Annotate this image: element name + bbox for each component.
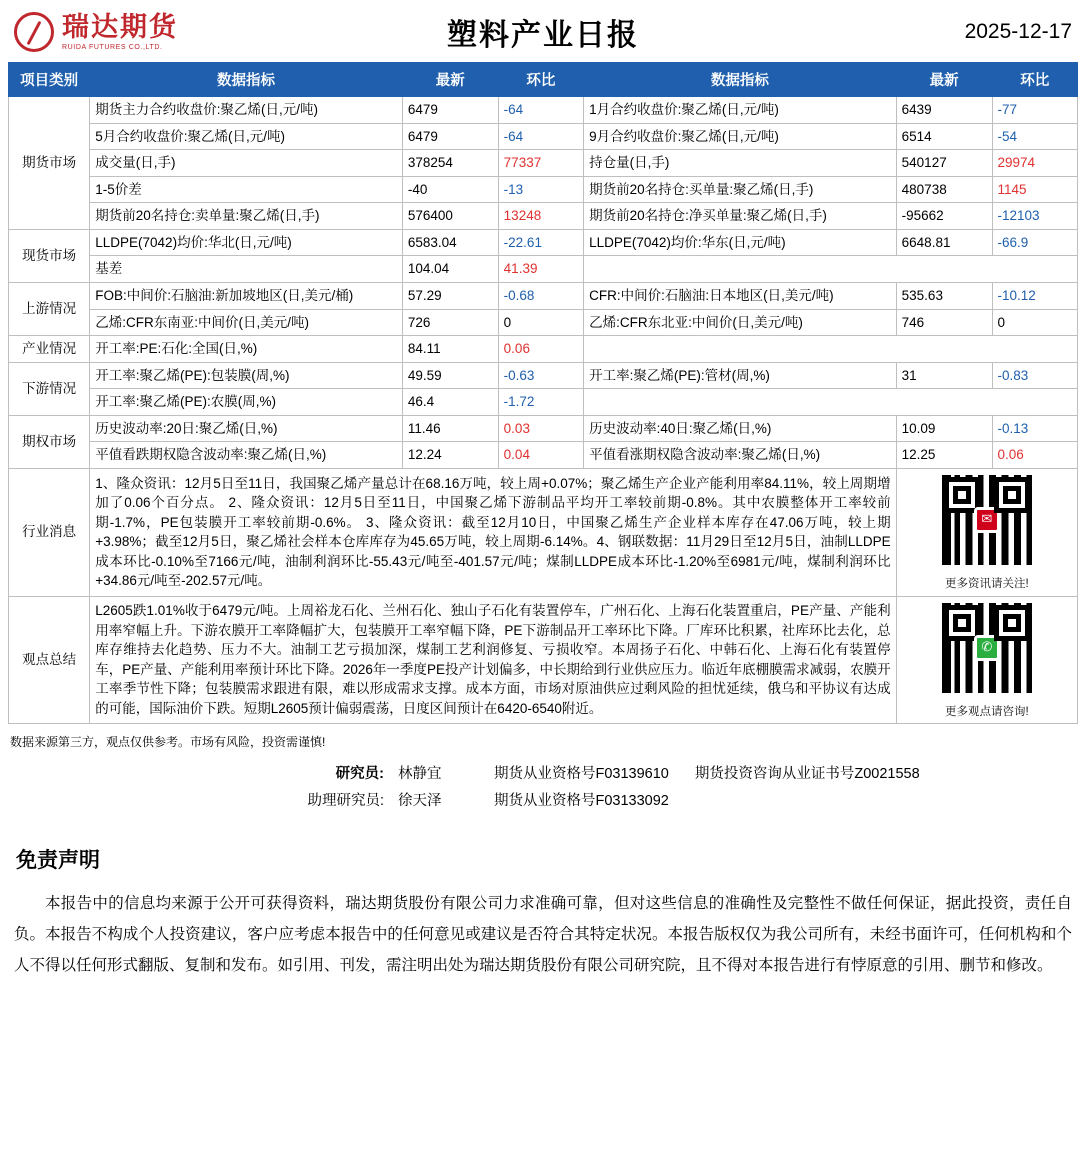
value: 49.59 <box>402 362 498 389</box>
news-qr-caption: 更多资讯请关注! <box>944 577 1029 590</box>
indicator: 乙烯:CFR东南亚:中间价(日,美元/吨) <box>90 309 403 336</box>
indicator: LLDPE(7042)均价:华东(日,元/吨) <box>584 229 897 256</box>
change: 0.03 <box>498 415 583 442</box>
disclaimer-paragraph: 本报告中的信息均来源于公开可获得资料，瑞达期货股份有限公司力求准确可靠，但对这些信息的准确性及完整性不做任何保证，据此投资，责任自负。本报告不构成个人投资建议，客户应考虑本报告中的任何意见或建议是否符合其特定状况。本报告版权仅为我公司所有，未经书面许可，任何机构和个人不得以任何形式翻版、复制和发布。如引用、刊发，需注明出处为瑞达期货股份有限公司研究院，且不得对本报告进行有悖原意的引用、删节和修改。 <box>14 895 1072 975</box>
empty-cell <box>584 256 1078 283</box>
indicator: 基差 <box>90 256 403 283</box>
change: -77 <box>992 97 1078 124</box>
report-date: 2025-12-17 <box>964 20 1072 43</box>
table-row <box>9 442 1078 469</box>
table-row <box>9 176 1078 203</box>
change: 0.04 <box>498 442 583 469</box>
category-upstream: 上游情况 <box>9 282 90 335</box>
value: 12.25 <box>896 442 992 469</box>
qr-code-contact[interactable] <box>939 600 1035 696</box>
indicator: 期货主力合约收盘价:聚乙烯(日,元/吨) <box>90 97 403 124</box>
indicator: 期货前20名持仓:买单量:聚乙烯(日,手) <box>584 176 897 203</box>
indicator: 1月合约收盘价:聚乙烯(日,元/吨) <box>584 97 897 124</box>
value: 11.46 <box>402 415 498 442</box>
indicator: 开工率:PE:石化:全国(日,%) <box>90 336 403 363</box>
researcher-label: 研究员: <box>335 766 384 783</box>
change: 0 <box>992 309 1078 336</box>
value: 6479 <box>402 97 498 124</box>
indicator: 历史波动率:40日:聚乙烯(日,%) <box>584 415 897 442</box>
change: -10.12 <box>992 282 1078 309</box>
table-row <box>9 203 1078 230</box>
change: 0 <box>498 309 583 336</box>
value: 84.11 <box>402 336 498 363</box>
value: 480738 <box>896 176 992 203</box>
indicator: 开工率:聚乙烯(PE):农膜(周,%) <box>90 389 403 416</box>
value: 46.4 <box>402 389 498 416</box>
change: 1145 <box>992 176 1078 203</box>
header-latest-right: 最新 <box>896 63 992 97</box>
brand-name-cn: 瑞达期货 <box>62 12 178 43</box>
change: -12103 <box>992 203 1078 230</box>
researcher-cert-2: 期货投资咨询从业证书号Z0021558 <box>694 766 920 783</box>
table-row <box>9 256 1078 283</box>
header-latest-left: 最新 <box>402 63 498 97</box>
table-row <box>9 229 1078 256</box>
table-row <box>9 415 1078 442</box>
brand-name-en: RUIDA FUTURES CO.,LTD. <box>62 43 163 51</box>
value: 540127 <box>896 150 992 177</box>
header-category: 项目类别 <box>9 63 90 97</box>
value: 6439 <box>896 97 992 124</box>
indicator: LLDPE(7042)均价:华北(日,元/吨) <box>90 229 403 256</box>
category-futures: 期货市场 <box>9 97 90 230</box>
change: -1.72 <box>498 389 583 416</box>
header-indicator-left: 数据指标 <box>90 63 403 97</box>
summary-text: L2605跌1.01%收于6479元/吨。上周裕龙石化、兰州石化、独山子石化有装置停车，广州石化、上海石化装置重启，PE产量、产能利用率窄幅上升。下游农膜开工率降幅扩大，包装膜开工率窄幅下降，PE下游制品开工率环比下降。厂库环比积累，社库环比去化，总库存维持去化趋势、压力不大。油制工艺亏损加深，煤制工艺利润修复、亏损收窄。本周扬子石化、中韩石化、上海石化有装置停车，PE产量、产能利用率预计环比下降。2026年一季度PE投产计划偏多，中长期给到行业供应压力。临近年底棚膜需求减弱，农膜开工率季节性下降；包装膜需求跟进有限，难以形成需求支撑。成本方面，市场对原油供应过剩风险的担忧延续，俄乌和平协议有达成的可能，国际油价下跌。短期L2605预计偏弱震荡，日度区间预计在6420-6540附近。 <box>90 596 896 724</box>
change: -0.63 <box>498 362 583 389</box>
value: 535.63 <box>896 282 992 309</box>
table-row <box>9 282 1078 309</box>
researcher-name: 林静宜 <box>398 766 442 783</box>
value: 57.29 <box>402 282 498 309</box>
category-industry: 产业情况 <box>9 336 90 363</box>
value: 10.09 <box>896 415 992 442</box>
indicator: 历史波动率:20日:聚乙烯(日,%) <box>90 415 403 442</box>
table-header-row <box>9 63 1078 97</box>
researchers-block <box>8 762 1078 810</box>
assistant-researcher-cert-1: 期货从业资格号F03133092 <box>494 793 669 810</box>
indicator: 平值看跌期权隐含波动率:聚乙烯(日,%) <box>90 442 403 469</box>
page-title: 塑料产业日报 <box>447 19 639 52</box>
assistant-researcher-row <box>8 789 1078 810</box>
value: 726 <box>402 309 498 336</box>
table-row <box>9 362 1078 389</box>
value: -40 <box>402 176 498 203</box>
value: 6648.81 <box>896 229 992 256</box>
change: -64 <box>498 123 583 150</box>
change: -13 <box>498 176 583 203</box>
change: 0.06 <box>992 442 1078 469</box>
indicator: 1-5价差 <box>90 176 403 203</box>
researcher-row <box>8 762 1078 783</box>
change: -0.68 <box>498 282 583 309</box>
industry-news-row <box>9 468 1078 596</box>
value: -95662 <box>896 203 992 230</box>
wechat-official-icon: ✉ <box>974 507 1000 533</box>
indicator: 期货前20名持仓:卖单量:聚乙烯(日,手) <box>90 203 403 230</box>
wechat-contact-icon: ✆ <box>974 635 1000 661</box>
table-body <box>9 97 1078 724</box>
category-options: 期权市场 <box>9 415 90 468</box>
table-row <box>9 309 1078 336</box>
summary-qr-block <box>896 596 1077 724</box>
table-row <box>9 389 1078 416</box>
value: 6479 <box>402 123 498 150</box>
empty-cell <box>584 336 1078 363</box>
change: -64 <box>498 97 583 124</box>
table-row <box>9 97 1078 124</box>
data-table <box>8 62 1078 724</box>
header-indicator-right: 数据指标 <box>584 63 897 97</box>
indicator: 平值看涨期权隐含波动率:聚乙烯(日,%) <box>584 442 897 469</box>
value: 6514 <box>896 123 992 150</box>
value: 6583.04 <box>402 229 498 256</box>
indicator: 乙烯:CFR东北亚:中间价(日,美元/吨) <box>584 309 897 336</box>
header-change-left: 环比 <box>498 63 583 97</box>
report-header <box>8 0 1078 62</box>
summary-qr-caption: 更多观点请咨询! <box>944 705 1029 718</box>
industry-news-text: 1、隆众资讯：12月5日至11日，我国聚乙烯产量总计在68.16万吨，较上周+0.07%；聚乙烯生产企业产能利用率84.11%，较上周期增加了0.06个百分点。 2、隆众资讯：12月5日至11日，中国聚乙烯下游制品平均开工率较前期-0.8%。其中农膜整体开工率较前期-1.7%，PE包装膜开工率较前期-0.6%。 3、隆众资讯：截至12月10日，中国聚乙烯生产企业样本库存在47.06万吨，较上期+3.98%；截至12月5日，聚乙烯社会样本仓库库存为45.65万吨，较上周期-6.14%。4、钢联数据：11月29日至12月5日，油制LLDPE成本环比-0.10%至7166元/吨，油制利润环比-55.43元/吨至-401.57元/吨；煤制LLDPE成本环比-1.20%至6981元/吨，煤制利润环比+34.86元/吨至-202.57元/吨。 <box>90 468 896 596</box>
table-row <box>9 336 1078 363</box>
indicator: 9月合约收盘价:聚乙烯(日,元/吨) <box>584 123 897 150</box>
value: 104.04 <box>402 256 498 283</box>
category-summary: 观点总结 <box>9 596 90 724</box>
value: 746 <box>896 309 992 336</box>
header-change-right: 环比 <box>992 63 1078 97</box>
indicator: 期货前20名持仓:净买单量:聚乙烯(日,手) <box>584 203 897 230</box>
ruida-logo-icon <box>14 12 54 52</box>
qr-code-news[interactable] <box>939 472 1035 568</box>
change: -66.9 <box>992 229 1078 256</box>
value: 12.24 <box>402 442 498 469</box>
change: -0.83 <box>992 362 1078 389</box>
change: -22.61 <box>498 229 583 256</box>
change: 29974 <box>992 150 1078 177</box>
indicator: 成交量(日,手) <box>90 150 403 177</box>
source-note: 数据来源第三方，观点仅供参考。市场有风险，投资需谨慎! <box>10 735 326 750</box>
empty-cell <box>584 389 1078 416</box>
disclaimer-title: 免责声明 <box>16 849 100 873</box>
category-spot: 现货市场 <box>9 229 90 282</box>
indicator: 开工率:聚乙烯(PE):管材(周,%) <box>584 362 897 389</box>
news-qr-block <box>896 468 1077 596</box>
researcher-cert-1: 期货从业资格号F03139610 <box>494 766 669 783</box>
indicator: 开工率:聚乙烯(PE):包装膜(周,%) <box>90 362 403 389</box>
brand-logo <box>14 12 264 52</box>
assistant-researcher-name: 徐天泽 <box>398 793 442 810</box>
value: 378254 <box>402 150 498 177</box>
change: 0.06 <box>498 336 583 363</box>
table-row <box>9 123 1078 150</box>
indicator: FOB:中间价:石脑油:新加坡地区(日,美元/桶) <box>90 282 403 309</box>
disclaimer-body <box>8 888 1078 981</box>
change: -54 <box>992 123 1078 150</box>
change: 77337 <box>498 150 583 177</box>
category-downstream: 下游情况 <box>9 362 90 415</box>
value: 31 <box>896 362 992 389</box>
indicator: CFR:中间价:石脑油:日本地区(日,美元/吨) <box>584 282 897 309</box>
change: 13248 <box>498 203 583 230</box>
change: -0.13 <box>992 415 1078 442</box>
category-industry-news: 行业消息 <box>9 468 90 596</box>
table-row <box>9 150 1078 177</box>
value: 576400 <box>402 203 498 230</box>
assistant-researcher-label: 助理研究员: <box>307 793 384 810</box>
indicator: 5月合约收盘价:聚乙烯(日,元/吨) <box>90 123 403 150</box>
indicator: 持仓量(日,手) <box>584 150 897 177</box>
summary-row <box>9 596 1078 724</box>
change: 41.39 <box>498 256 583 283</box>
